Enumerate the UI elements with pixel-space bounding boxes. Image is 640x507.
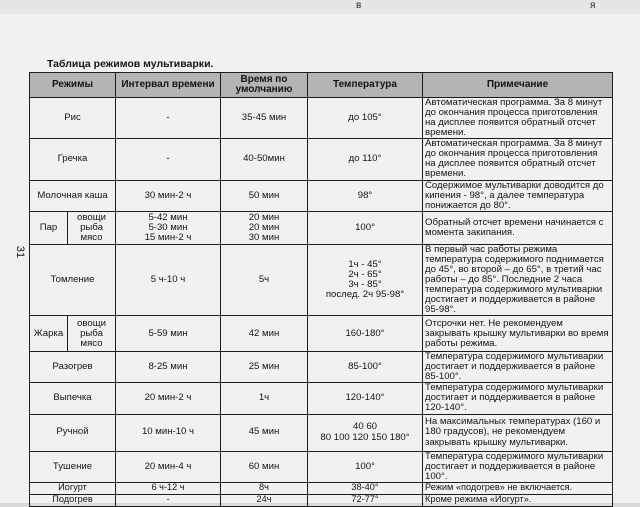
default-time-cell: 20 мин 20 мин 30 мин	[221, 211, 308, 244]
note-cell: Температура содержимого мультиварки достигает и поддерживается в районе 120-140°.	[423, 383, 613, 414]
temperature-cell: 38-40°	[308, 482, 423, 494]
default-time-cell: 24ч	[221, 494, 308, 506]
interval-cell: 20 мин-2 ч	[116, 383, 221, 414]
edge-text-right: я	[590, 0, 596, 11]
default-time-cell: 8ч	[221, 482, 308, 494]
table-row	[30, 180, 613, 211]
header-default-time: Время по умолчанию	[221, 73, 308, 98]
mode-cell: Йогурт	[30, 482, 116, 494]
interval-cell: 30 мин-2 ч	[116, 180, 221, 211]
note-cell: Автоматическая программа. За 8 минут до окончания процесса приготовления на дисплее появится обратный отсчет времени.	[423, 98, 613, 139]
table-row	[30, 482, 613, 494]
interval-cell: 10 мин-10 ч	[116, 414, 221, 451]
mode-cell: Выпечка	[30, 383, 116, 414]
mode-cell: Томление	[30, 244, 116, 315]
note-cell: Кроме режима «Йогурт».	[423, 494, 613, 506]
temperature-cell: до 110°	[308, 139, 423, 180]
mode-cell: Ручной	[30, 414, 116, 451]
mode-cell: Жарка	[30, 316, 68, 352]
note-cell: Отсрочки нет. Не рекомендуем закрывать крышку мультиварки во время работы режима.	[423, 316, 613, 352]
header-temperature: Температура	[308, 73, 423, 98]
table-row	[30, 414, 613, 451]
temperature-cell: до 105°	[308, 98, 423, 139]
default-time-cell: 1ч	[221, 383, 308, 414]
temperature-cell: 100°	[308, 211, 423, 244]
interval-cell: -	[116, 98, 221, 139]
note-cell: Обратный отсчет времени начинается с момента закипания.	[423, 211, 613, 244]
interval-cell: 6 ч-12 ч	[116, 482, 221, 494]
submode-cell: овощи рыба мясо	[68, 316, 116, 352]
temperature-cell: 40 60 80 100 120 150 180°	[308, 414, 423, 451]
mode-cell: Тушение	[30, 451, 116, 482]
default-time-cell: 35-45 мин	[221, 98, 308, 139]
interval-cell: 8-25 мин	[116, 352, 221, 383]
table-row	[30, 352, 613, 383]
note-cell: Автоматическая программа. За 8 минут до окончания процесса приготовления на дисплее появится обратный отсчет времени.	[423, 139, 613, 180]
header-modes: Режимы	[30, 73, 116, 98]
note-cell: Содержимое мультиварки доводится до кипения - 98°, а далее температура понижается до 80°.	[423, 180, 613, 211]
mode-cell: Молочная каша	[30, 180, 116, 211]
page-number: 31	[14, 245, 27, 259]
note-cell: На максимальных температурах (160 и 180 градусов), не рекомендуем закрывать крышку мультиварки.	[423, 414, 613, 451]
table-row	[30, 98, 613, 139]
default-time-cell: 40-50мин	[221, 139, 308, 180]
table-row	[30, 139, 613, 180]
edge-text-left: в	[356, 0, 362, 11]
interval-cell: 5-42 мин 5-30 мин 15 мин-2 ч	[116, 211, 221, 244]
table-row	[30, 451, 613, 482]
interval-cell: -	[116, 494, 221, 506]
table-row	[30, 211, 613, 244]
mode-cell: Рис	[30, 98, 116, 139]
temperature-cell: 85-100°	[308, 352, 423, 383]
interval-cell: 5-59 мин	[116, 316, 221, 352]
table-row	[30, 244, 613, 315]
default-time-cell: 60 мин	[221, 451, 308, 482]
header-note: Примечание	[423, 73, 613, 98]
default-time-cell: 45 мин	[221, 414, 308, 451]
interval-cell: -	[116, 139, 221, 180]
table-header-row	[30, 73, 613, 98]
mode-cell: Подогрев	[30, 494, 116, 506]
interval-cell: 20 мин-4 ч	[116, 451, 221, 482]
temperature-cell: 72-77°	[308, 494, 423, 506]
table-row	[30, 494, 613, 506]
default-time-cell: 5ч	[221, 244, 308, 315]
note-cell: Температура содержимого мультиварки достигает и поддерживается в районе 85-100°.	[423, 352, 613, 383]
temperature-cell: 120-140°	[308, 383, 423, 414]
table-row	[30, 316, 613, 352]
note-cell: Температура содержимого мультиварки достигает и поддерживается в районе 100°.	[423, 451, 613, 482]
header-interval: Интервал времени	[116, 73, 221, 98]
default-time-cell: 25 мин	[221, 352, 308, 383]
facing-page-edge	[0, 0, 640, 15]
submode-cell: овощи рыба мясо	[68, 211, 116, 244]
temperature-cell: 160-180°	[308, 316, 423, 352]
modes-table	[29, 72, 613, 507]
table-row	[30, 383, 613, 414]
note-cell: В первый час работы режима температура содержимого поднимается до 45°, во второй – до 65°, в третий час работы – до 85°. Последние 2 часа температура содержимого мультиварки достигает и поддерживается в районе 95-98°.	[423, 244, 613, 315]
temperature-cell: 100°	[308, 451, 423, 482]
temperature-cell: 98°	[308, 180, 423, 211]
note-cell: Режим «подогрев» не включается.	[423, 482, 613, 494]
page-title: Таблица режимов мультиварки.	[47, 58, 214, 70]
interval-cell: 5 ч-10 ч	[116, 244, 221, 315]
default-time-cell: 42 мин	[221, 316, 308, 352]
mode-cell: Гречка	[30, 139, 116, 180]
mode-cell: Разогрев	[30, 352, 116, 383]
mode-cell: Пар	[30, 211, 68, 244]
temperature-cell: 1ч - 45° 2ч - 65° 3ч - 85° послед. 2ч 95-98°	[308, 244, 423, 315]
default-time-cell: 50 мин	[221, 180, 308, 211]
